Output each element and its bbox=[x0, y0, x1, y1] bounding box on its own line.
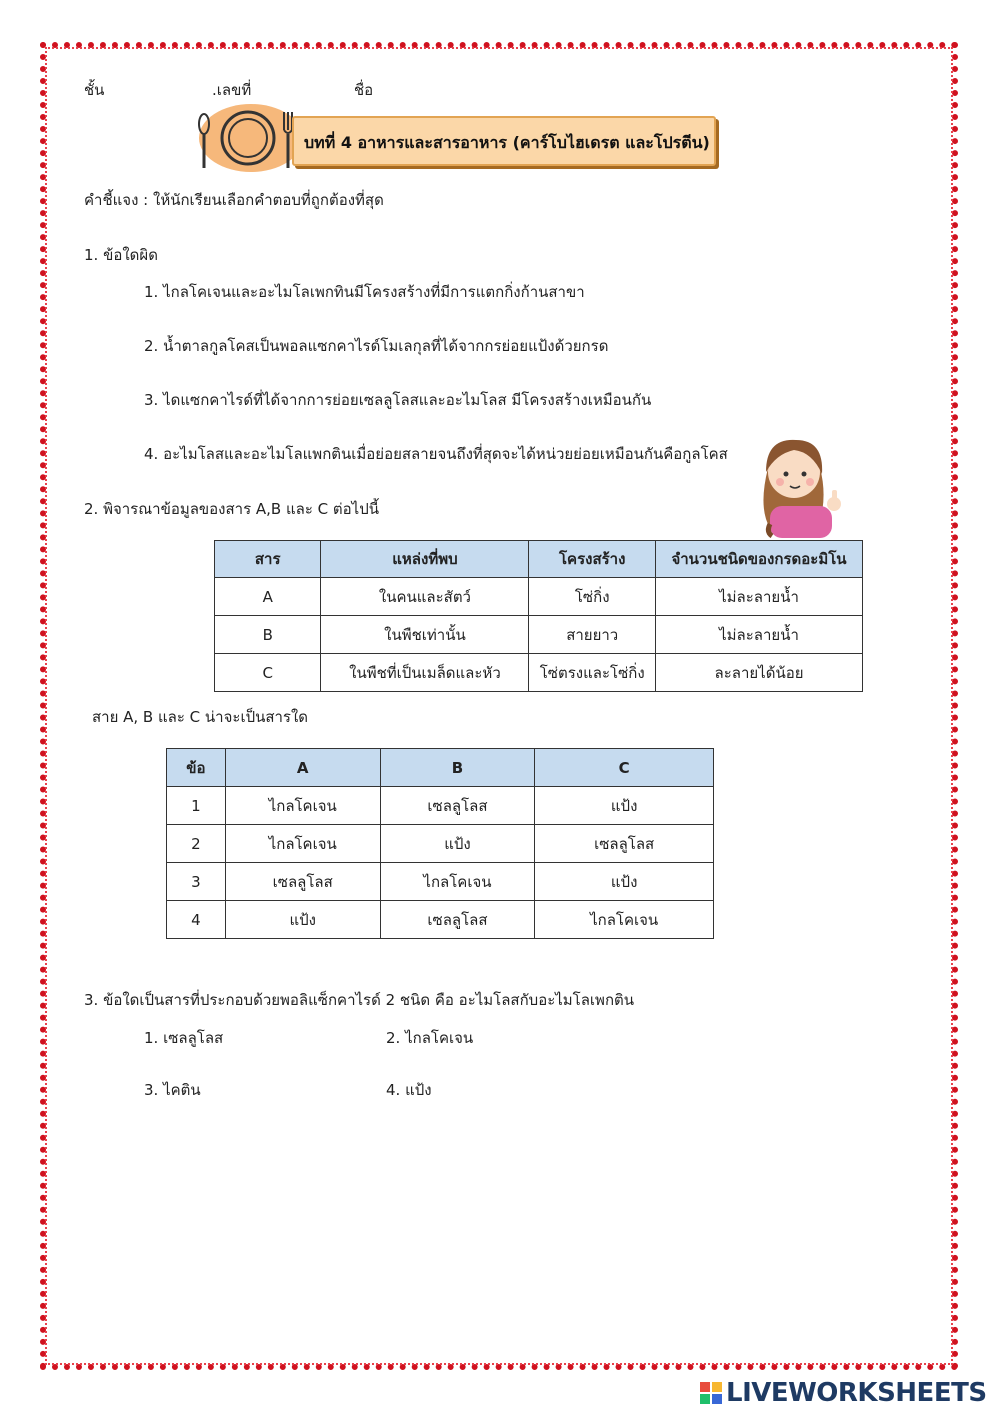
table-cell: ไกลโคเจน bbox=[225, 825, 380, 863]
class-label: ชั้น bbox=[84, 81, 105, 99]
q1-option-2[interactable]: 2. น้ำตาลกูลโคสเป็นพอลแซกคาไรด์โมเลกุลที่ได้จากกรย่อยแป้งด้วยกรด bbox=[144, 337, 609, 355]
table-cell: เซลลูโลส bbox=[380, 901, 535, 939]
table-cell: C bbox=[215, 654, 321, 692]
table-cell: ไม่ละลายน้ำ bbox=[656, 616, 863, 654]
chapter-title: บทที่ 4 อาหารและสารอาหาร (คาร์โบไฮเดรต และโปรตีน) bbox=[304, 133, 710, 152]
girl-thumbs-up-illustration bbox=[748, 428, 844, 538]
table-cell: แป้ง bbox=[380, 825, 535, 863]
table-row bbox=[215, 616, 863, 654]
number-label: .เลขที่ bbox=[212, 81, 252, 99]
q2-question: 2. พิจารณาข้อมูลของสาร A,B และ C ต่อไปนี้ bbox=[84, 500, 379, 518]
q3-option-3[interactable]: 3. ไคติน bbox=[144, 1081, 201, 1099]
q3-question: 3. ข้อใดเป็นสารที่ประกอบด้วยพอลิแซ็กคาไรด์ 2 ชนิด คือ อะไมโลสกับอะไมโลเพกติน bbox=[84, 991, 635, 1009]
table-row bbox=[215, 578, 863, 616]
q3-option-4[interactable]: 4. แป้ง bbox=[386, 1081, 432, 1099]
chapter-banner bbox=[292, 116, 716, 166]
liveworksheets-logo bbox=[700, 1378, 994, 1408]
table-header: โครงสร้าง bbox=[529, 541, 656, 578]
table-row[interactable] bbox=[167, 825, 714, 863]
table-cell: ไกลโคเจน bbox=[535, 901, 714, 939]
table-cell: แป้ง bbox=[535, 787, 714, 825]
student-info-line bbox=[84, 78, 910, 104]
table-cell: A bbox=[215, 578, 321, 616]
name-label: ชื่อ bbox=[354, 81, 374, 99]
table-cell: 4 bbox=[167, 901, 226, 939]
table-row[interactable] bbox=[167, 787, 714, 825]
q1-question: 1. ข้อใดผิด bbox=[84, 246, 158, 264]
table-cell: เซลลูโลส bbox=[225, 863, 380, 901]
table-cell: 1 bbox=[167, 787, 226, 825]
table-cell: แป้ง bbox=[535, 863, 714, 901]
table-cell: ในพืชเท่านั้น bbox=[321, 616, 529, 654]
table-cell: ละลายได้น้อย bbox=[656, 654, 863, 692]
table-row[interactable] bbox=[167, 901, 714, 939]
table-header: C bbox=[535, 749, 714, 787]
table-cell: ในพืชที่เป็นเมล็ดและหัว bbox=[321, 654, 529, 692]
table-header: แหล่งที่พบ bbox=[321, 541, 529, 578]
table-cell: แป้ง bbox=[225, 901, 380, 939]
table-cell: เซลลูโลส bbox=[535, 825, 714, 863]
table-cell: ในคนและสัตว์ bbox=[321, 578, 529, 616]
table-cell: 2 bbox=[167, 825, 226, 863]
table-header: จำนวนชนิดของกรดอะมิโน bbox=[656, 541, 863, 578]
table-header: B bbox=[380, 749, 535, 787]
table-cell: โซ่กิ่ง bbox=[529, 578, 656, 616]
q1-option-4[interactable]: 4. อะไมโลสและอะไมโลแพกตินเมื่อย่อยสลายจนถึงที่สุดจะได้หน่วยย่อยเหมือนกันคือกูลโคส bbox=[144, 445, 728, 463]
q1-option-1[interactable]: 1. ไกลโคเจนและอะไมโลเพกทินมีโครงสร้างที่มีการแตกกิ่งก้านสาขา bbox=[144, 283, 585, 301]
liveworksheets-wordmark: LIVEWORKSHEETS bbox=[726, 1378, 987, 1408]
table-cell: สายยาว bbox=[529, 616, 656, 654]
substance-table bbox=[214, 540, 863, 692]
answer-choices-table bbox=[166, 748, 714, 939]
q2-sub-question: สาย A, B และ C น่าจะเป็นสารใด bbox=[92, 708, 309, 726]
table-row[interactable] bbox=[167, 863, 714, 901]
table-cell: เซลลูโลส bbox=[380, 787, 535, 825]
q1-option-3[interactable]: 3. ไดแซกคาไรด์ที่ได้จากการย่อยเซลลูโลสและอะไมโลส มีโครงสร้างเหมือนกัน bbox=[144, 391, 652, 409]
plate-utensils-icon bbox=[196, 102, 306, 172]
table-header: สาร bbox=[215, 541, 321, 578]
table-cell: ไม่ละลายน้ำ bbox=[656, 578, 863, 616]
table-cell: ไกลโคเจน bbox=[380, 863, 535, 901]
liveworksheets-logo-icon bbox=[700, 1382, 722, 1404]
table-cell: B bbox=[215, 616, 321, 654]
table-header: A bbox=[225, 749, 380, 787]
table-row bbox=[215, 654, 863, 692]
q3-option-1[interactable]: 1. เซลลูโลส bbox=[144, 1029, 224, 1047]
table-cell: 3 bbox=[167, 863, 226, 901]
table-header: ข้อ bbox=[167, 749, 226, 787]
q3-option-2[interactable]: 2. ไกลโคเจน bbox=[386, 1029, 474, 1047]
table-cell: โซ่ตรงและโซ่กิ่ง bbox=[529, 654, 656, 692]
table-cell: ไกลโคเจน bbox=[225, 787, 380, 825]
instructions: คำชี้แจง : ให้นักเรียนเลือกคำตอบที่ถูกต้องที่สุด bbox=[84, 191, 384, 209]
